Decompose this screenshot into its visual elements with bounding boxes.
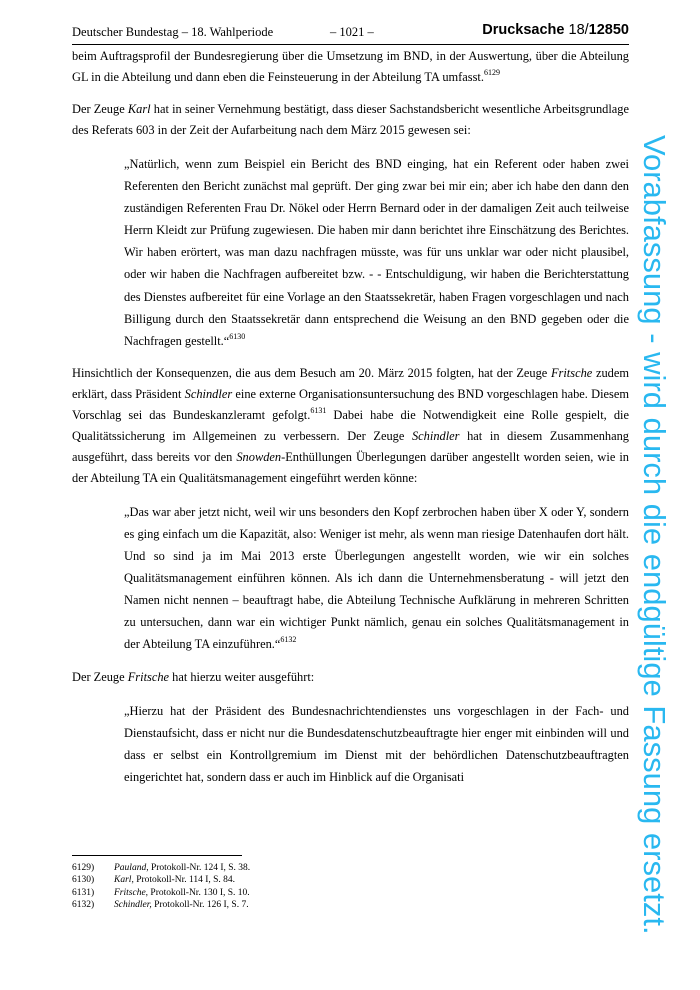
paragraph-4-text-b: hat hierzu weiter ausgeführt: <box>169 669 315 684</box>
paragraph-3-text-f: -Enthüllungen Überlegungen darüber angestellt worden seien, wie in der Abteilung TA ein Qualitätsmanagement eingeführt werden könne: <box>72 449 629 485</box>
header-doc-main: 12850 <box>588 22 629 38</box>
footnote-6131 <box>72 887 250 899</box>
footnote-6130 <box>72 874 250 886</box>
paragraph-3 <box>72 363 629 489</box>
footnote-number: 6129) <box>72 863 95 873</box>
footnote-name: Schindler, <box>114 899 152 910</box>
watermark-text: Vorabfassung - wird durch die endgültige Fassung ersetzt. <box>637 135 672 935</box>
footnote-number: 6132) <box>72 899 95 910</box>
header-doc-prefix: 18/ <box>568 22 589 38</box>
witness-name-fritsche: Fritsche <box>550 365 593 380</box>
paragraph-2-text-a: Der Zeuge <box>72 102 128 116</box>
paragraph-3-text-e: hat in diesem Zusammenhang ausgeführt, dass bereits vor den <box>72 428 629 464</box>
footnote-name: Karl <box>114 875 132 886</box>
footnote-ref-6132: 6132 <box>280 635 297 645</box>
header-document-number <box>482 22 629 38</box>
paragraph-4 <box>72 667 629 688</box>
footnote-reference: Protokoll-Nr. 126 I, S. 7. <box>151 899 249 910</box>
page-body <box>72 46 629 788</box>
footnote-6129 <box>72 862 250 874</box>
footnote-number: 6130) <box>72 875 95 886</box>
paragraph-2 <box>72 99 629 141</box>
quote-2-text: „Das war aber jetzt nicht, weil wir uns besonders den Kopf zerbrochen haben über X oder Y, sondern es ging einfach um die Kapazität, also: Weniger ist mehr, als wenn man riesige Datenhaufen dort hält. Und so sind ja im Mai 2013 erste Überlegungen angestellt worden, wie wir ein solches Qualitätsmanagement einführen können. Als ich dann die Unternehmensberatung - will jetzt den Namen nicht nennen – beauftragt habe, die Abteilung Technische Aufklärung in mehreren Schritten zu untersuchen, dann war ein wichtiger Punkt nämlich, genau ein solches Qualitätsmanagement in der Abteilung TA einzuführen.“ <box>124 504 629 652</box>
witness-name-karl: Karl <box>127 102 151 116</box>
quote-2 <box>124 501 629 656</box>
paragraph-2-text-b: hat in seiner Vernehmung bestätigt, dass dieser Sachstandsbericht wesentliche Arbeitsgrundlage des Referats 603 in der Zeit der Aufarbeitung nach dem März 2015 gewesen sei: <box>72 102 630 137</box>
footnote-ref-6130: 6130 <box>229 331 246 341</box>
footnote-name: Fritsche <box>114 887 146 898</box>
paragraph-3-text-b: zudem erklärt, dass Präsident <box>72 365 629 401</box>
header-doc-label: Drucksache <box>482 22 565 38</box>
paragraph-3-text-c: eine externe Organisationsuntersuchung des BND vorgeschlagen habe. Diesem Vorschlag sei das Bundeskanzleramt gefolgt. <box>72 386 629 422</box>
footnote-6132 <box>72 899 250 911</box>
footnote-reference: , Protokoll-Nr. 130 I, S. 10. <box>145 887 250 898</box>
witness-name-schindler-2: Schindler <box>411 428 460 443</box>
footnote-ref-6129: 6129 <box>483 67 500 77</box>
footnote-reference: , Protokoll-Nr. 114 I, S. 84. <box>131 875 236 886</box>
header-parliament: Deutscher Bundestag – 18. Wahlperiode <box>72 25 274 39</box>
witness-name-fritsche-2: Fritsche <box>127 669 170 684</box>
paragraph-1 <box>72 46 629 88</box>
quote-1-text: „Natürlich, wenn zum Beispiel ein Bericht des BND einging, hat ein Referent oder haben zwei Referenten den Bericht zunächst mal geprüft. Der ging zwar bei mir ein; aber ich habe den dann den zuständigen Referenten Frau Dr. Nökel oder Herrn Bernard oder in der damaligen Zeit auch teilweise Herrn Kleidt zur Prüfung zugewiesen. Die haben mir dann berichtet ihre Einschätzung des Berichtes. Wir haben erörtert, was man dazu nachfragen müsste, was für uns unklar war oder nicht plausibel, oder wir haben die Nachfragen aufbereitet bzw. - - Entschuldigung, wir haben die Berichterstattung des Dienstes aufbereitet für eine Vorlage an den Staatssekretär, haben Fragen vorgeschlagen und nach Billigung durch den Staatssekretär dann entsprechend die Weisung an den BND gegeben oder die Nachfragen gestellt.“ <box>124 157 629 348</box>
footnote-reference: , Protokoll-Nr. 124 I, S. 38. <box>146 863 251 873</box>
witness-name-schindler: Schindler <box>184 386 233 401</box>
quote-3 <box>124 700 629 788</box>
name-snowden: Snowden <box>236 449 282 464</box>
page-header <box>72 22 629 45</box>
quote-3-text: „Hierzu hat der Präsident des Bundesnachrichtendienstes uns vorgeschlagen in der Fach- und Dienstaufsicht, dass er nicht nur die Bundesdatenschutzbeauftragte hier enger mit einbinden will und dass er selbst ein Kontrollgremium im Dienst mit der behördlichen Datenschutzbeauftragten eingerichtet hat, sondern dass er auch im Hinblick auf die Organisati <box>124 703 629 784</box>
paragraph-3-text-d: Dabei habe die Notwendigkeit eine Rolle gespielt, die Qualitätssicherung im Allgemeinen zu verbessern. Der Zeuge <box>72 407 629 443</box>
paragraph-1-text: beim Auftragsprofil der Bundesregierung über die Umsetzung im BND, in der Auswertung, über die Abteilung GL in die Abteilung und dann eben die Feinsteuerung in der Abteilung TA umfasst. <box>72 49 629 84</box>
paragraph-4-text-a: Der Zeuge <box>72 669 128 684</box>
footnote-divider <box>72 855 242 856</box>
footnotes <box>72 862 250 911</box>
quote-1 <box>124 153 629 352</box>
watermark-strip <box>637 135 690 935</box>
paragraph-3-text-a: Hinsichtlich der Konsequenzen, die aus dem Besuch am 20. März 2015 folgten, hat der Zeuge <box>72 365 551 380</box>
footnote-number: 6131) <box>72 887 95 898</box>
footnote-ref-6131: 6131 <box>310 405 327 415</box>
footnote-name: Pauland <box>114 863 147 873</box>
header-page-number: – 1021 – <box>330 25 374 39</box>
